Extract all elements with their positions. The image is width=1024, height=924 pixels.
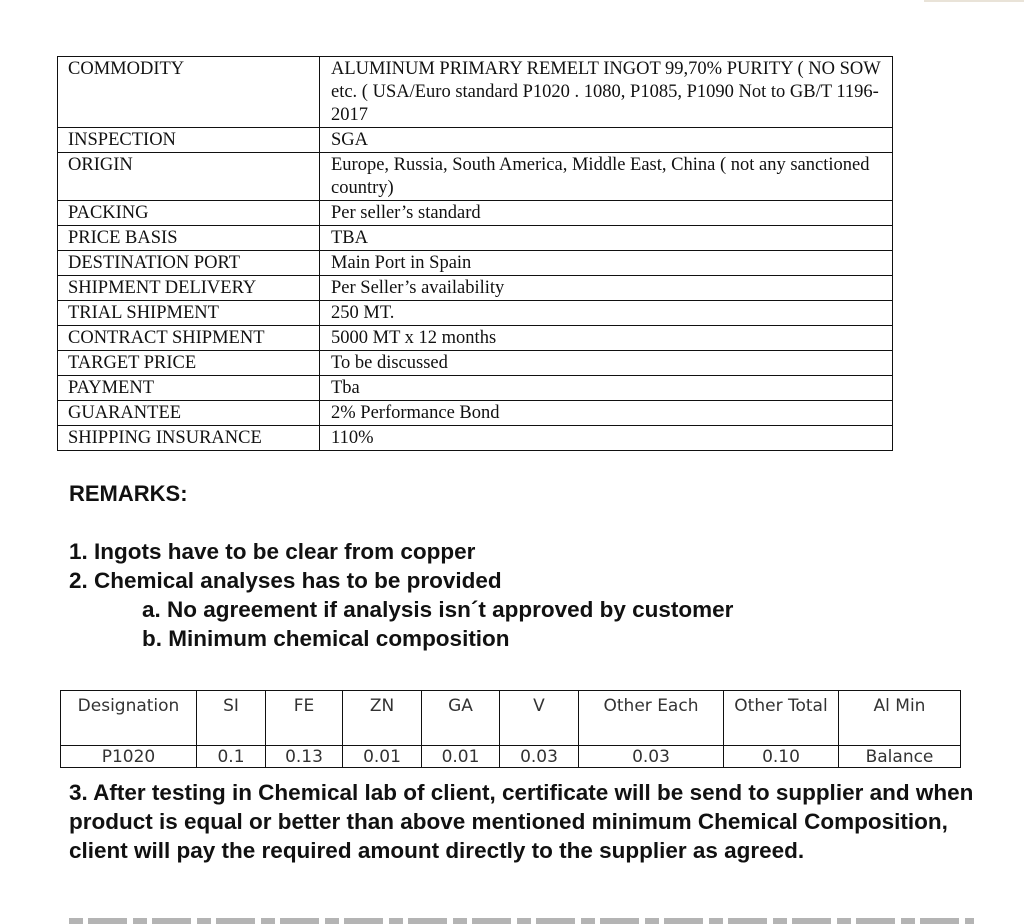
table-cell: P1020 [61,746,197,768]
spec-value: To be discussed [320,351,893,376]
spec-label: SHIPMENT DELIVERY [58,276,320,301]
specification-table [57,56,893,451]
spec-value: Tba [320,376,893,401]
spec-value: Per seller’s standard [320,201,893,226]
column-header: Al Min [839,691,961,746]
table-cell: 0.1 [197,746,266,768]
cut-off-ink [69,918,974,924]
spec-value: ALUMINUM PRIMARY REMELT INGOT 99,70% PURITY ( NO SOW etc. ( USA/Euro standard P1020 . 1080, P1085, P1090 Not to GB/T 1196-2017 [320,57,893,128]
table-row [61,746,961,768]
spec-label: PACKING [58,201,320,226]
remark-item-2: 2. Chemical analyses has to be provided [69,568,502,593]
table-row [58,301,893,326]
table-cell: Balance [839,746,961,768]
spec-value: 110% [320,426,893,451]
chemical-composition-table [60,690,961,768]
spec-label: ORIGIN [58,153,320,201]
page-edge-mark [924,0,1024,2]
spec-label: SHIPPING INSURANCE [58,426,320,451]
remark-item-1: 1. Ingots have to be clear from copper [69,539,476,564]
column-header: Other Each [579,691,724,746]
remark-item-2b: b. Minimum chemical composition [142,626,510,651]
table-cell: 0.13 [266,746,343,768]
remarks-heading: REMARKS: [69,481,188,506]
spec-label: PAYMENT [58,376,320,401]
column-header: FE [266,691,343,746]
table-row [58,128,893,153]
spec-value: SGA [320,128,893,153]
spec-value: 2% Performance Bond [320,401,893,426]
table-cell: 0.01 [422,746,500,768]
remark-item-3: 3. After testing in Chemical lab of client, certificate will be send to supplier and when product is equal or better than above mentioned minimum Chemical Composition, client will pay the required amount directly to the supplier as agreed. [69,780,974,863]
table-row [58,251,893,276]
column-header: Designation [61,691,197,746]
spec-value: TBA [320,226,893,251]
cut-off-text-line [69,913,974,924]
table-cell: 0.01 [343,746,422,768]
column-header: Other Total [724,691,839,746]
table-row [58,401,893,426]
table-row [58,226,893,251]
table-row [58,376,893,401]
table-row [58,426,893,451]
table-row [58,201,893,226]
spec-label: INSPECTION [58,128,320,153]
column-header: SI [197,691,266,746]
spec-label: DESTINATION PORT [58,251,320,276]
table-cell: 0.03 [500,746,579,768]
table-header-row [61,691,961,746]
table-row [58,351,893,376]
spec-value: Per Seller’s availability [320,276,893,301]
remark-item-2a: a. No agreement if analysis isn´t approved by customer [142,597,734,622]
column-header: V [500,691,579,746]
column-header: ZN [343,691,422,746]
spec-label: GUARANTEE [58,401,320,426]
table-cell: 0.03 [579,746,724,768]
table-cell: 0.10 [724,746,839,768]
table-row [58,57,893,128]
spec-value: 5000 MT x 12 months [320,326,893,351]
spec-label: PRICE BASIS [58,226,320,251]
spec-label: COMMODITY [58,57,320,128]
spec-value: 250 MT. [320,301,893,326]
spec-value: Main Port in Spain [320,251,893,276]
table-row [58,153,893,201]
spec-label: CONTRACT SHIPMENT [58,326,320,351]
column-header: GA [422,691,500,746]
spec-value: Europe, Russia, South America, Middle East, China ( not any sanctioned country) [320,153,893,201]
spec-label: TARGET PRICE [58,351,320,376]
spec-label: TRIAL SHIPMENT [58,301,320,326]
table-row [58,276,893,301]
table-row [58,326,893,351]
